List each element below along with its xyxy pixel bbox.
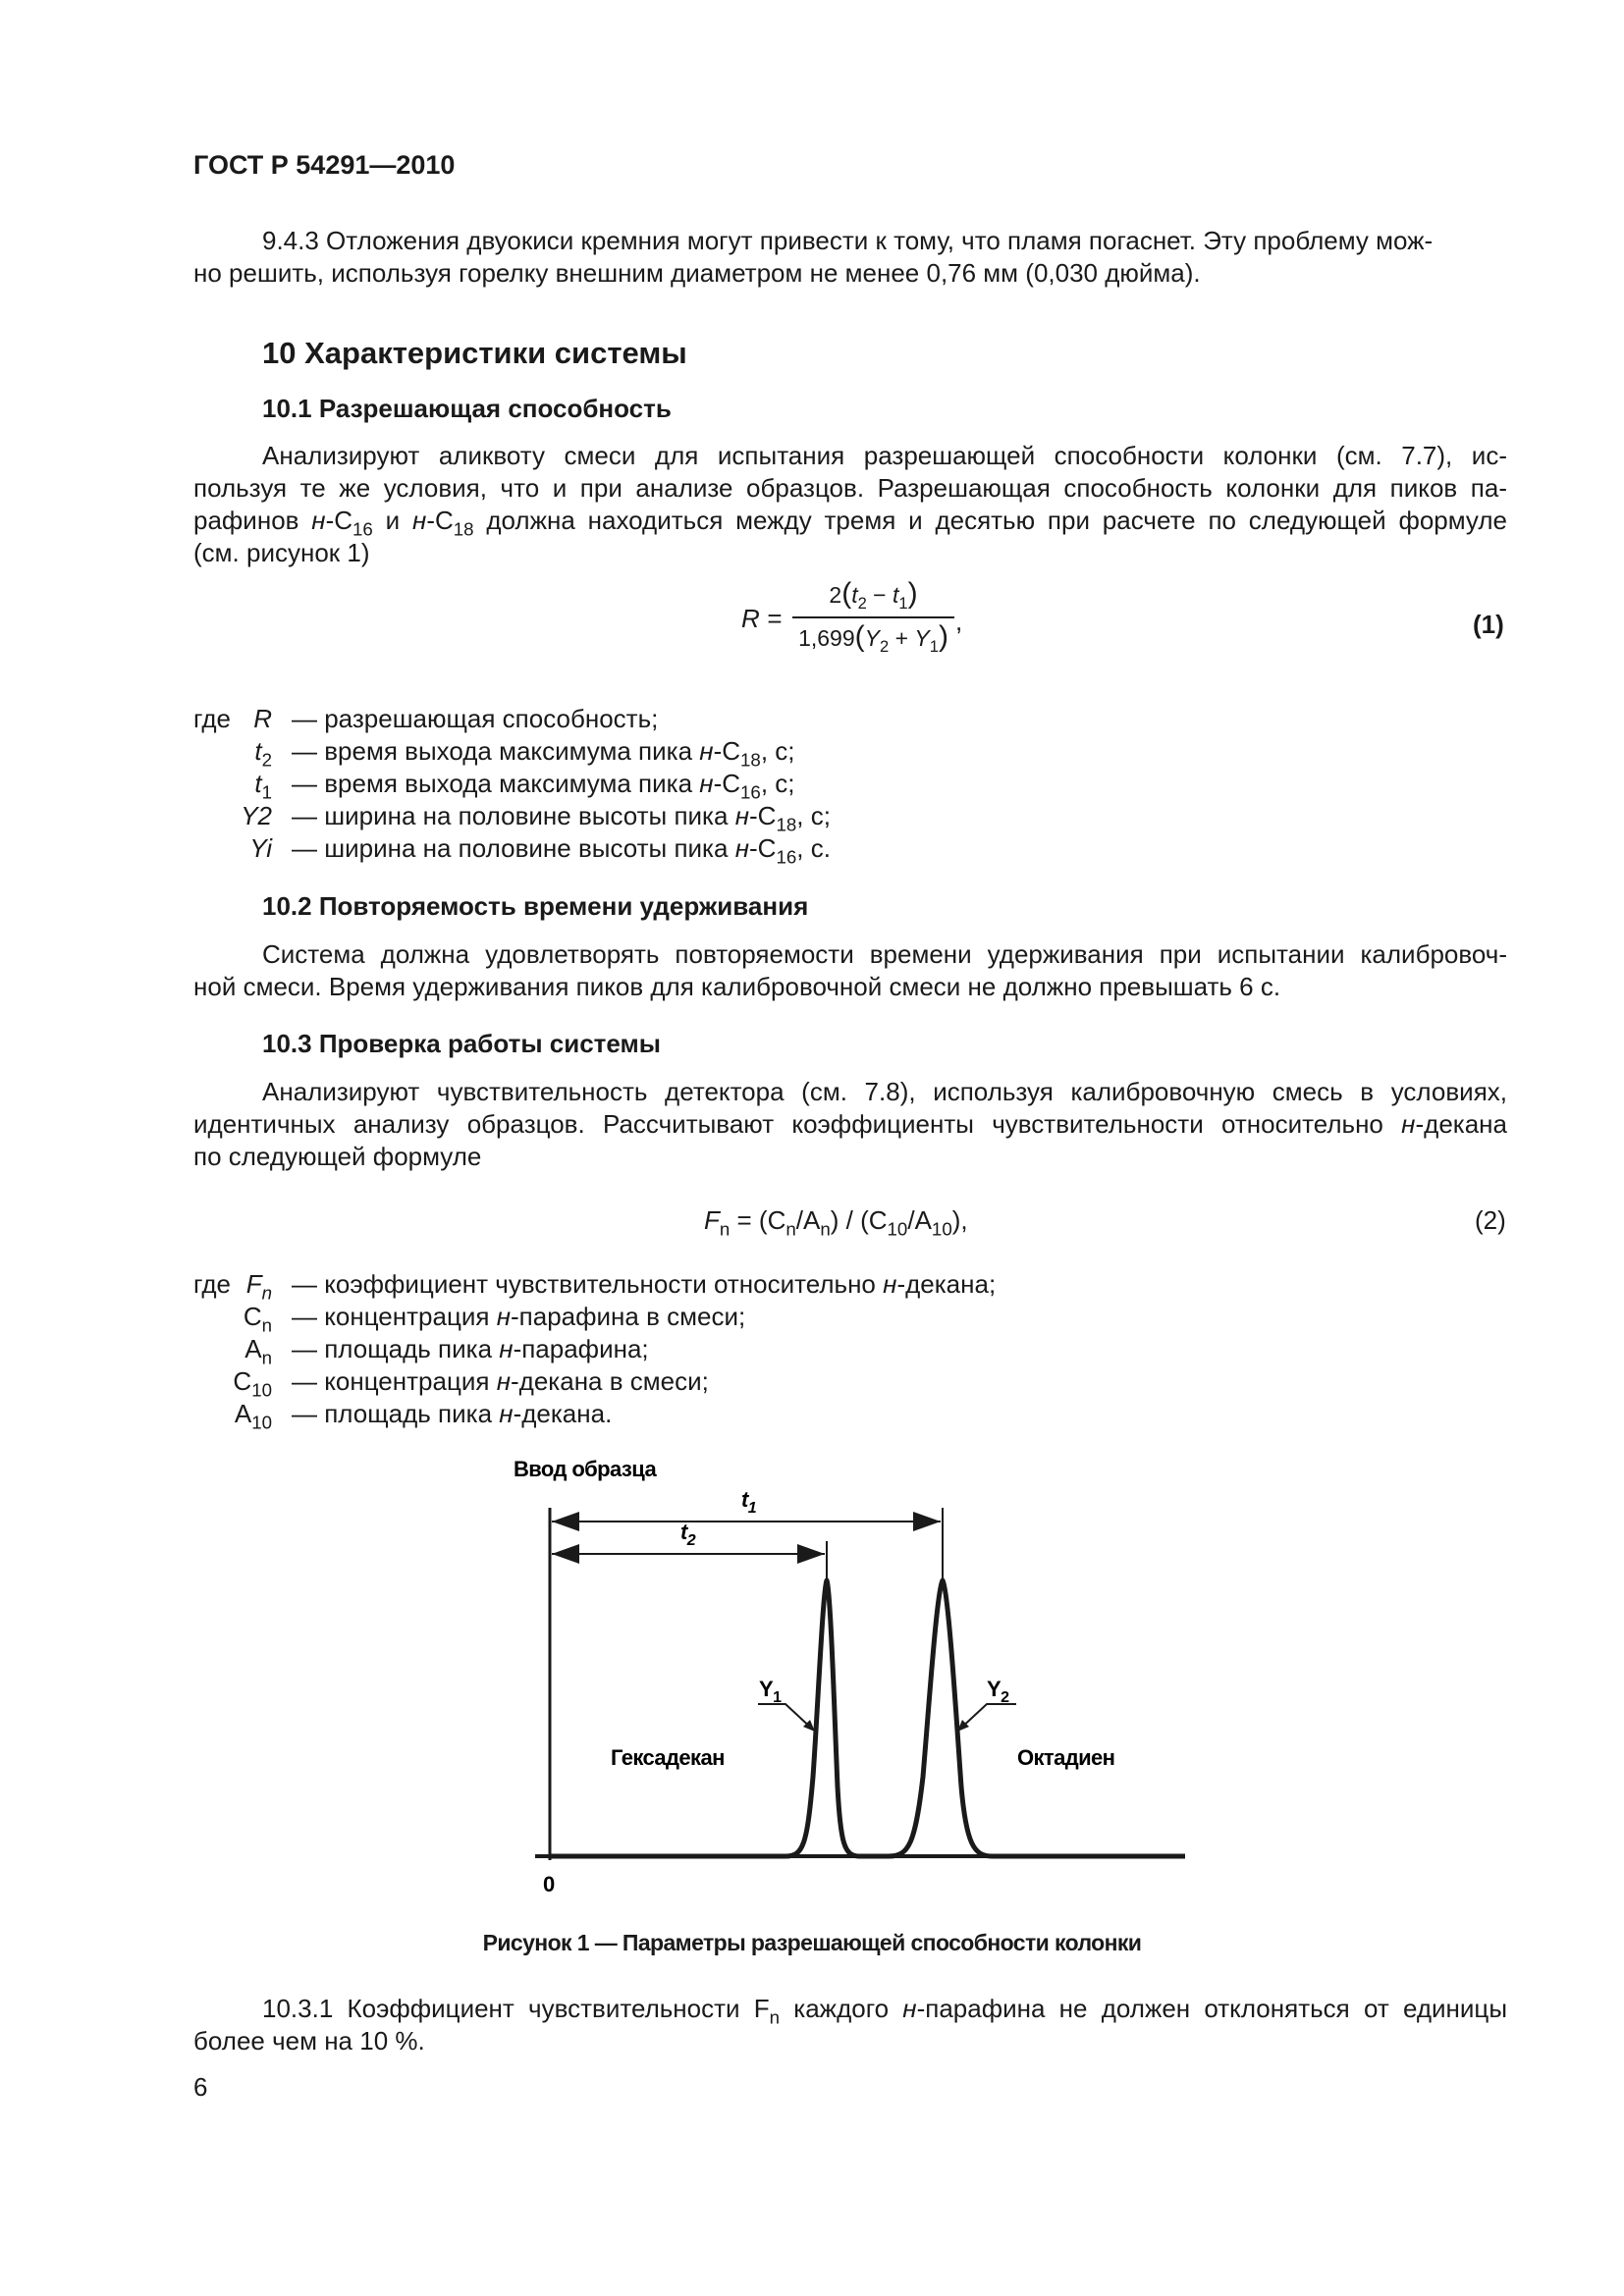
legend-symbol: Y2 — [241, 801, 272, 830]
text-run: — коэффициент чувствительности относительно — [292, 1269, 884, 1299]
formula-denominator: $1,699(Y_2 + Y_1)$ — [798, 620, 948, 656]
paragraph-line — [193, 505, 1507, 540]
subscript: 18 — [776, 814, 797, 835]
origin-label: 0 — [543, 1872, 555, 1896]
paragraph-line — [193, 1108, 1507, 1141]
text-run: = (C — [730, 1205, 786, 1235]
legend-symbol: t — [254, 769, 262, 798]
italic-n: н — [499, 1399, 514, 1428]
den-coef: 1,699 — [798, 625, 855, 651]
text-run: — концентрация — [292, 1366, 497, 1396]
legend-symbol: C — [243, 1302, 262, 1331]
legend-symbol: A — [244, 1334, 262, 1363]
subscript: n — [261, 1314, 272, 1336]
text-run: 10.3.1 Коэффициент чувствительности F — [262, 1994, 770, 2023]
text-run: -парафина; — [513, 1334, 649, 1363]
text-run: , с; — [760, 769, 795, 798]
subscript: 1 — [261, 781, 272, 803]
subscript: n — [769, 2006, 781, 2028]
text-run: -декана в смеси; — [511, 1366, 709, 1396]
text-run: , с; — [796, 801, 831, 830]
subscript: n — [261, 1347, 272, 1368]
legend-desc — [292, 1268, 996, 1301]
subscript: n — [261, 1282, 272, 1304]
den-plus: + — [894, 625, 908, 651]
text-run: -С — [325, 506, 353, 535]
legend-symbol: A — [234, 1399, 252, 1428]
legend-where: где — [193, 704, 231, 733]
subscript: 10 — [251, 1412, 272, 1433]
italic-n: н — [734, 801, 749, 830]
text-run: -декана — [1415, 1109, 1507, 1139]
text-run: -парафина не должен отклоняться от единицы — [916, 1994, 1508, 2023]
italic-n: н — [699, 736, 714, 766]
legend-where: где — [193, 1269, 231, 1299]
legend-symbol: C — [233, 1366, 252, 1396]
text-run: -декана; — [896, 1269, 997, 1299]
text-run: /A — [795, 1205, 821, 1235]
subscript: 16 — [352, 518, 373, 540]
subsection-title-10-2: 10.2 Повторяемость времени удерживания — [262, 891, 809, 921]
subsection-title-10-1: 10.1 Разрешающая способность — [262, 394, 672, 423]
legend-symbol: R — [253, 704, 272, 733]
t2-label: $t_2$ — [680, 1520, 696, 1549]
text-run: и — [372, 506, 412, 535]
subscript: 1 — [929, 636, 939, 656]
text-run: -С — [426, 506, 454, 535]
den-y2: Y — [864, 625, 880, 651]
paragraph-line: 9.4.3 Отложения двуокиси кремния могут привести к тому, что пламя погаснет. Эту проблему мож- — [262, 226, 1434, 255]
text-run: — площадь пика — [292, 1334, 500, 1363]
paragraph-9-4-3 — [193, 225, 1507, 290]
subscript: 2 — [261, 749, 272, 771]
formula-number-1: (1) — [1473, 610, 1504, 639]
text-run: — площадь пика — [292, 1399, 500, 1428]
text-run: — ширина на половине высоты пика — [292, 833, 735, 863]
subscript: 2 — [857, 593, 867, 613]
italic-n: н — [734, 833, 749, 863]
legend-desc — [292, 1301, 745, 1333]
italic-n: н — [496, 1366, 511, 1396]
subscript: 16 — [740, 781, 761, 803]
italic-n: н — [499, 1334, 514, 1363]
paragraph-10-2 — [193, 938, 1507, 1003]
italic-n: н — [412, 506, 427, 535]
subscript: n — [719, 1218, 731, 1240]
paragraph-line: более чем на 10 %. — [193, 2026, 425, 2056]
subscript: 18 — [453, 518, 474, 540]
italic-n: н — [1401, 1109, 1416, 1139]
text-run: — ширина на половине высоты пика — [292, 801, 735, 830]
paragraph-line: (см. рисунок 1) — [193, 538, 370, 567]
fraction-bar — [792, 616, 954, 618]
legend-desc — [292, 800, 831, 835]
subscript: 10 — [931, 1218, 952, 1240]
subscript: 2 — [879, 636, 890, 656]
legend-symbol: Yi — [249, 833, 272, 863]
num-minus: − — [873, 582, 887, 608]
y1-label: $Y_1$ — [759, 1677, 782, 1706]
formula-comma: , — [955, 607, 963, 636]
section-title: 10 Характеристики системы — [262, 336, 687, 370]
paragraph-line: но решить, используя горелку внешним диаметром не менее 0,76 мм (0,030 дюйма). — [193, 258, 1201, 288]
figure-1-chromatogram — [491, 1453, 1218, 1914]
text-run: — время выхода максимума пика — [292, 736, 700, 766]
paragraph-10-3-1 — [193, 1993, 1507, 2057]
paragraph-10-1 — [193, 440, 1507, 569]
formula-f: F — [704, 1205, 720, 1235]
italic-n: н — [311, 506, 326, 535]
subscript: 16 — [776, 846, 797, 868]
paragraph-line: по следующей формуле — [193, 1142, 482, 1171]
formula-number-2: (2) — [1475, 1205, 1506, 1235]
t1-label: $t_1$ — [741, 1487, 757, 1517]
text-run: ), — [951, 1205, 968, 1235]
legend-formula-1 — [193, 703, 1175, 870]
den-y1: Y — [914, 625, 930, 651]
text-run: ) / (C — [830, 1205, 888, 1235]
subscript: 18 — [740, 749, 761, 771]
text-run: рафинов — [193, 506, 312, 535]
text-run: -С — [713, 769, 741, 798]
peak1-label: Гексадекан — [611, 1745, 725, 1770]
caption-text: Рисунок 1 — Параметры разрешающей способности колонки — [482, 1930, 1142, 1955]
italic-n: н — [699, 769, 714, 798]
text-run: — концентрация — [292, 1302, 497, 1331]
paragraph-10-3 — [193, 1076, 1507, 1173]
peak2-label: Октадиен — [1017, 1745, 1115, 1770]
text-run: , с. — [796, 833, 831, 863]
injection-label: Ввод образца — [514, 1457, 657, 1481]
page-number: 6 — [193, 2072, 208, 2102]
legend-formula-2 — [193, 1268, 1175, 1435]
text-run: -С — [713, 736, 741, 766]
paragraph-line: ной смеси. Время удерживания пиков для калибровочной смеси не должно превышать 6 с. — [193, 972, 1281, 1001]
legend-desc — [292, 1333, 649, 1365]
italic-n: н — [902, 1994, 917, 2023]
text-run: — разрешающая способность; — [292, 704, 659, 733]
text-run: /A — [907, 1205, 932, 1235]
subscript: 10 — [251, 1379, 272, 1401]
legend-desc — [292, 832, 831, 868]
paragraph-line: Система должна удовлетворять повторяемости времени удерживания при испытании калибровоч- — [262, 939, 1507, 969]
document-number: ГОСТ Р 54291—2010 — [193, 150, 456, 180]
num-t1: t — [893, 582, 899, 608]
text-run: каждого — [780, 1994, 903, 2023]
num-coef: 2 — [829, 582, 842, 608]
text-run: идентичных анализу образцов. Рассчитывают коэффициенты чувствительности относительно — [193, 1109, 1402, 1139]
italic-n: н — [496, 1302, 511, 1331]
text-run: -парафина в смеси; — [511, 1302, 746, 1331]
paragraph-line — [193, 1993, 1508, 2028]
paragraph-line: пользуя те же условия, что и при анализе образцов. Разрешающая способность колонки для пиков па- — [193, 473, 1507, 503]
formula-2 — [704, 1204, 968, 1240]
chromatogram-trace — [550, 1580, 1185, 1856]
formula-numerator: $2(t_2 - t_1)$ — [829, 577, 918, 613]
subscript: n — [785, 1218, 796, 1240]
legend-symbol: t — [254, 736, 262, 766]
subscript: 1 — [898, 593, 908, 613]
text-run: -С — [749, 833, 777, 863]
paragraph-line: Анализируют аликвоту смеси для испытания разрешающей способности колонки (см. 7.7), ис- — [262, 441, 1507, 470]
num-t2: t — [851, 582, 858, 608]
subscript: 10 — [887, 1218, 908, 1240]
legend-desc — [292, 735, 795, 771]
text-run: -С — [749, 801, 777, 830]
subscript: n — [820, 1218, 831, 1240]
legend-desc — [292, 1365, 709, 1398]
text-run: -декана. — [513, 1399, 613, 1428]
text-run: , с; — [760, 736, 795, 766]
legend-symbol: F — [245, 1269, 262, 1299]
text-run: — время выхода максимума пика — [292, 769, 700, 798]
legend-desc — [292, 703, 658, 735]
italic-n: н — [883, 1269, 897, 1299]
paragraph-line: Анализируют чувствительность детектора (см. 7.8), используя калибровочную смесь в условиях, — [262, 1077, 1507, 1106]
legend-desc — [292, 768, 795, 803]
figure-caption — [0, 1930, 1624, 1956]
text-run: должна находиться между тремя и десятью при расчете по следующей формуле — [473, 506, 1507, 535]
subsection-title-10-3: 10.3 Проверка работы системы — [262, 1029, 661, 1058]
formula-1 — [741, 579, 977, 667]
formula-lhs: R = — [741, 604, 783, 633]
legend-desc — [292, 1398, 612, 1430]
y2-label: $Y_2$ — [987, 1677, 1009, 1706]
